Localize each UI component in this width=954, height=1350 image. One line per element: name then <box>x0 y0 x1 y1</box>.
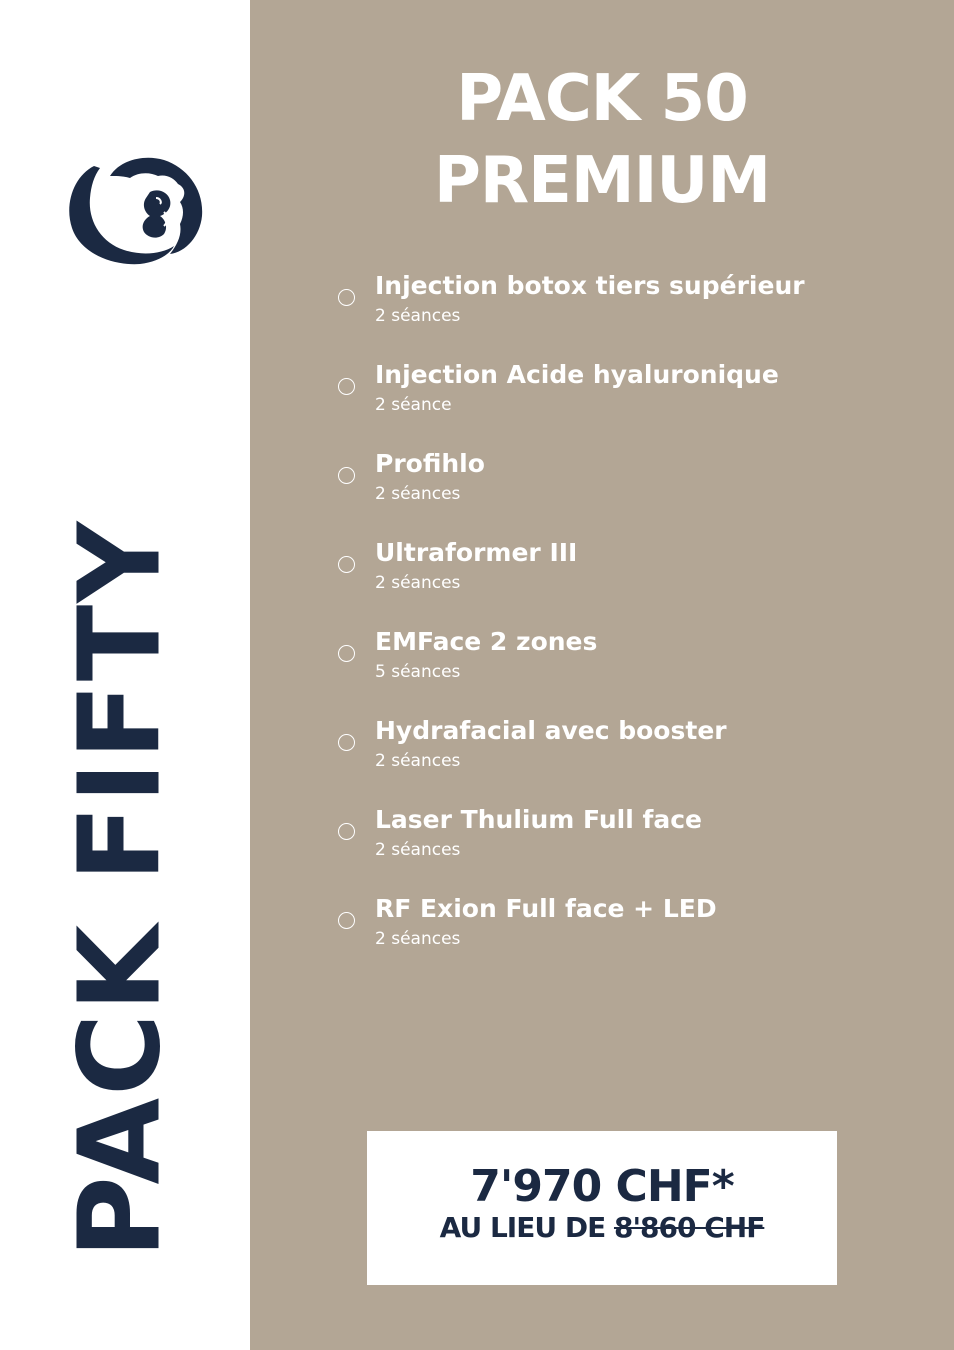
item-name: RF Exion Full face + LED <box>375 894 717 923</box>
circle-outline-icon <box>338 556 355 573</box>
list-item <box>338 626 938 715</box>
instead-label: AU LIEU DE <box>439 1211 606 1244</box>
pack-title-line2: PREMIUM <box>433 144 771 218</box>
list-item <box>338 537 938 626</box>
circle-outline-icon <box>338 823 355 840</box>
item-name: EMFace 2 zones <box>375 627 598 656</box>
left-panel <box>0 0 250 1350</box>
pack-title-line1: PACK 50 <box>456 62 748 136</box>
item-sessions: 2 séances <box>375 840 461 860</box>
vertical-title <box>55 519 185 1259</box>
circle-outline-icon <box>338 645 355 662</box>
item-name: Hydrafacial avec booster <box>375 716 727 745</box>
list-item <box>338 270 938 359</box>
item-sessions: 2 séances <box>375 573 461 593</box>
list-item <box>338 448 938 537</box>
previous-price-line <box>367 1211 837 1245</box>
right-panel <box>250 0 954 1350</box>
circle-outline-icon <box>338 289 355 306</box>
list-item <box>338 359 938 448</box>
item-sessions: 2 séances <box>375 929 461 949</box>
item-sessions: 2 séances <box>375 751 461 771</box>
list-item <box>338 804 938 893</box>
price-box <box>367 1131 837 1285</box>
item-name: Injection Acide hyaluronique <box>375 360 779 389</box>
list-item <box>338 893 938 982</box>
item-sessions: 5 séances <box>375 662 461 682</box>
old-price: 8'860 CHF <box>613 1211 765 1244</box>
current-price: 7'970 CHF* <box>470 1161 734 1212</box>
list-item <box>338 715 938 804</box>
pack-title <box>250 58 954 222</box>
item-name: Profihlo <box>375 449 485 478</box>
item-sessions: 2 séances <box>375 306 461 326</box>
vertical-title-text: PACK FIFTY <box>55 519 185 1259</box>
circle-outline-icon <box>338 734 355 751</box>
circle-outline-icon <box>338 467 355 484</box>
vertical-title-area <box>55 519 185 1259</box>
treatment-list <box>338 270 938 982</box>
item-sessions: 2 séance <box>375 395 452 415</box>
item-name: Ultraformer III <box>375 538 578 567</box>
lion-head-logo-icon <box>66 154 206 268</box>
item-name: Laser Thulium Full face <box>375 805 703 834</box>
circle-outline-icon <box>338 378 355 395</box>
item-name: Injection botox tiers supérieur <box>375 271 805 300</box>
circle-outline-icon <box>338 912 355 929</box>
item-sessions: 2 séances <box>375 484 461 504</box>
